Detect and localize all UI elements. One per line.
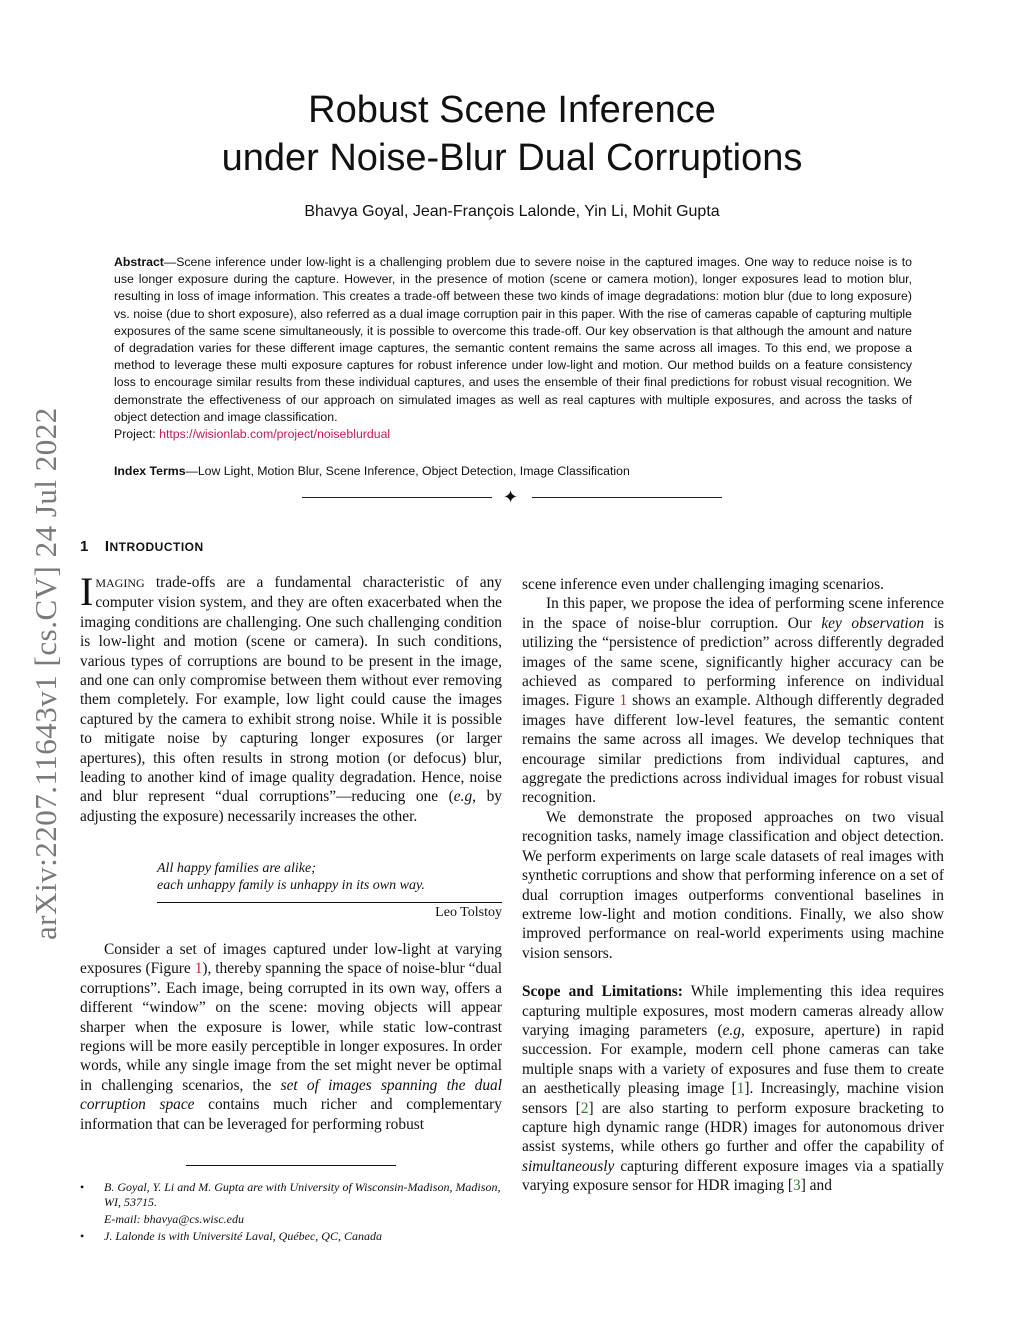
- index-terms-text: —Low Light, Motion Blur, Scene Inference, Object Detection, Image Classification: [185, 464, 630, 478]
- index-terms: [114, 464, 912, 478]
- paragraph-proposal: In this paper, we propose the idea of performing scene inference in the space of noise-blur corruption. Our key observation is utilizing the “persistence of prediction” across differently degraded images of the same scene, significantly higher accuracy can be achieved as compared to performing inference on individual images. Figure 1 shows an example. Although differently degraded images have different low-level features, the semantic content remains the same across all images. We develop techniques that encourage similar predictions from individual captures, and aggregate the predictions across individual images for robust visual recognition.: [522, 595, 944, 807]
- right-column: [522, 575, 944, 1196]
- citation-link[interactable]: 2: [580, 1099, 589, 1117]
- project-link[interactable]: https://wisionlab.com/project/noiseblurdual: [159, 427, 391, 442]
- abstract-label: Abstract: [114, 255, 164, 269]
- bullet-icon: •: [80, 1180, 85, 1194]
- section-number: 1: [80, 538, 89, 555]
- author-list: Bhavya Goyal, Jean-François Lalonde, Yin Li, Mohit Gupta: [304, 203, 720, 220]
- epigraph-author: Leo Tolstoy: [435, 905, 502, 920]
- intro-paragraph: IMAGING trade-offs are a fundamental characteristic of any computer vision system, and they are often exacerbated when the imaging conditions are challenging. One such challenging condition is low-light and motion (scene or camera). In such conditions, various types of corruptions are bound to be present in the image, and one can only compromise between them without ever removing them completely. For example, low light could cause the images captured by the camera to exhibit strong noise. While it is possible to mitigate noise by capturing longer exposures (or larger apertures), this often results in strong motion (or defocus) blur, leading to another kind of image quality degradation. Hence, noise and blur represent “dual corruptions”—reducing one (e.g, by adjusting the exposure) necessarily increases the other.: [80, 569, 502, 825]
- footnote-item: • J. Lalonde is with Université Laval, Québec, QC, Canada: [80, 1229, 382, 1243]
- title-line-1: Robust Scene Inference: [308, 89, 716, 131]
- section-title-first-letter: I: [104, 538, 110, 555]
- separator-rule-right: [532, 497, 722, 498]
- left-column-body: [80, 940, 502, 1134]
- separator-diamond-icon: ✦: [503, 487, 519, 508]
- epigraph-line-2: each unhappy family is unhappy in its own way.: [157, 878, 425, 893]
- footnote-item: • B. Goyal, Y. Li and M. Gupta are with University of Wisconsin-Madison, Madison, WI, 53715.: [80, 1180, 501, 1209]
- footnote-item: E-mail: bhavya@cs.wisc.edu: [104, 1212, 245, 1226]
- scope-heading: Scope and Limitations:: [522, 983, 683, 1001]
- figure-ref-link[interactable]: 1: [619, 692, 628, 710]
- citation-link[interactable]: 3: [793, 1177, 801, 1195]
- section-title-rest: NTRODUCTION: [109, 540, 204, 554]
- paragraph-consider: Consider a set of images captured under low-light at varying exposures (Figure 1), thereby spanning the space of noise-blur “dual corruptions”. Each image, being corrupted in its own way, offers a different “window” on the scene: moving objects will appear sharper when the exposure is lower, while static low-contrast regions will be more easily perceptible in longer exposures. In order words, while any single image from the set might never be optimal in challenging scenarios, the set of images spanning the dual corruption space contains much richer and complementary information that can be leveraged for performing robust: [80, 941, 502, 1133]
- epigraph: [157, 860, 502, 894]
- paper-title: [112, 86, 912, 182]
- arxiv-stamp: arXiv:2207.11643v1 [cs.CV] 24 Jul 2022: [28, 407, 63, 940]
- epigraph-line-1: All happy families are alike;: [157, 861, 316, 876]
- epigraph-rule: [157, 902, 502, 903]
- paragraph-continued: scene inference even under challenging imaging scenarios.: [522, 576, 884, 593]
- bullet-icon: •: [80, 1229, 85, 1243]
- figure-ref-link[interactable]: 1: [194, 960, 203, 978]
- project-label: Project:: [114, 427, 160, 442]
- abstract-text: —Scene inference under low-light is a challenging problem due to severe noise in the captured images. One way to reduce noise is to use longer exposure during the capture. However, in the presence of motion (scene or camera motion), longer exposures lead to motion blur, resulting in loss of image information. This creates a trade-off between these two kinds of image degradations: motion blur (due to long exposure) vs. noise (due to short exposure), also referred as a dual image corruption pair in this paper. With the rise of cameras capable of capturing multiple exposures of the same scene simultaneously, it is possible to overcome this trade-off. Our key observation is that although the amount and nature of degradation varies for these different image captures, the semantic content remains the same across all images. To this end, we propose a method to leverage these multi exposure captures for robust inference under low-light and motion. Our method builds on a feature consistency loss to encourage similar results from these individual captures, and uses the ensemble of their final predictions for robust visual recognition. We demonstrate the effectiveness of our approach on simulated images as well as real captures with multiple exposures, and across the tasks of object detection and image classification.: [114, 255, 912, 424]
- paragraph-scope: Scope and Limitations: While implementing this idea requires capturing multiple exposures, most modern cameras already allow varying imaging parameters (e.g, exposure, aperture) in rapid succession. For example, modern cell phone cameras can take multiple snaps with a variety of exposures and fuse them to create an aesthetically pleasing image [1]. Increasingly, machine vision sensors [2] are also starting to perform exposure bracketing to capture high dynamic range (HDR) images for autonomous driver assist systems, while others go further and offer the capability of simultaneously capturing different exposure images via a spatially varying exposure sensor for HDR imaging [3] and: [522, 983, 945, 1195]
- citation-link[interactable]: 1: [736, 1080, 745, 1098]
- abstract: [114, 254, 912, 443]
- dropcap-rest: MAGING: [95, 576, 145, 590]
- dropcap: I: [80, 569, 94, 614]
- index-terms-label: Index Terms: [114, 464, 186, 478]
- paragraph-demonstrate: We demonstrate the proposed approaches on two visual recognition tasks, namely image classification and object detection. We perform experiments on large scale datasets of real images with synthetic corruptions and show that performing inference on a set of dual corruption images outperforms conventional baselines in extreme low-light and motion conditions. Finally, we also show improved performance on real-world experiments using machine vision sensors.: [522, 808, 944, 962]
- section-heading: [80, 538, 204, 555]
- footnotes: [80, 1180, 505, 1246]
- footnote-rule: [186, 1165, 396, 1166]
- separator-rule-left: [302, 497, 492, 498]
- title-line-2: under Noise-Blur Dual Corruptions: [221, 137, 803, 179]
- left-column-intro: [80, 569, 502, 826]
